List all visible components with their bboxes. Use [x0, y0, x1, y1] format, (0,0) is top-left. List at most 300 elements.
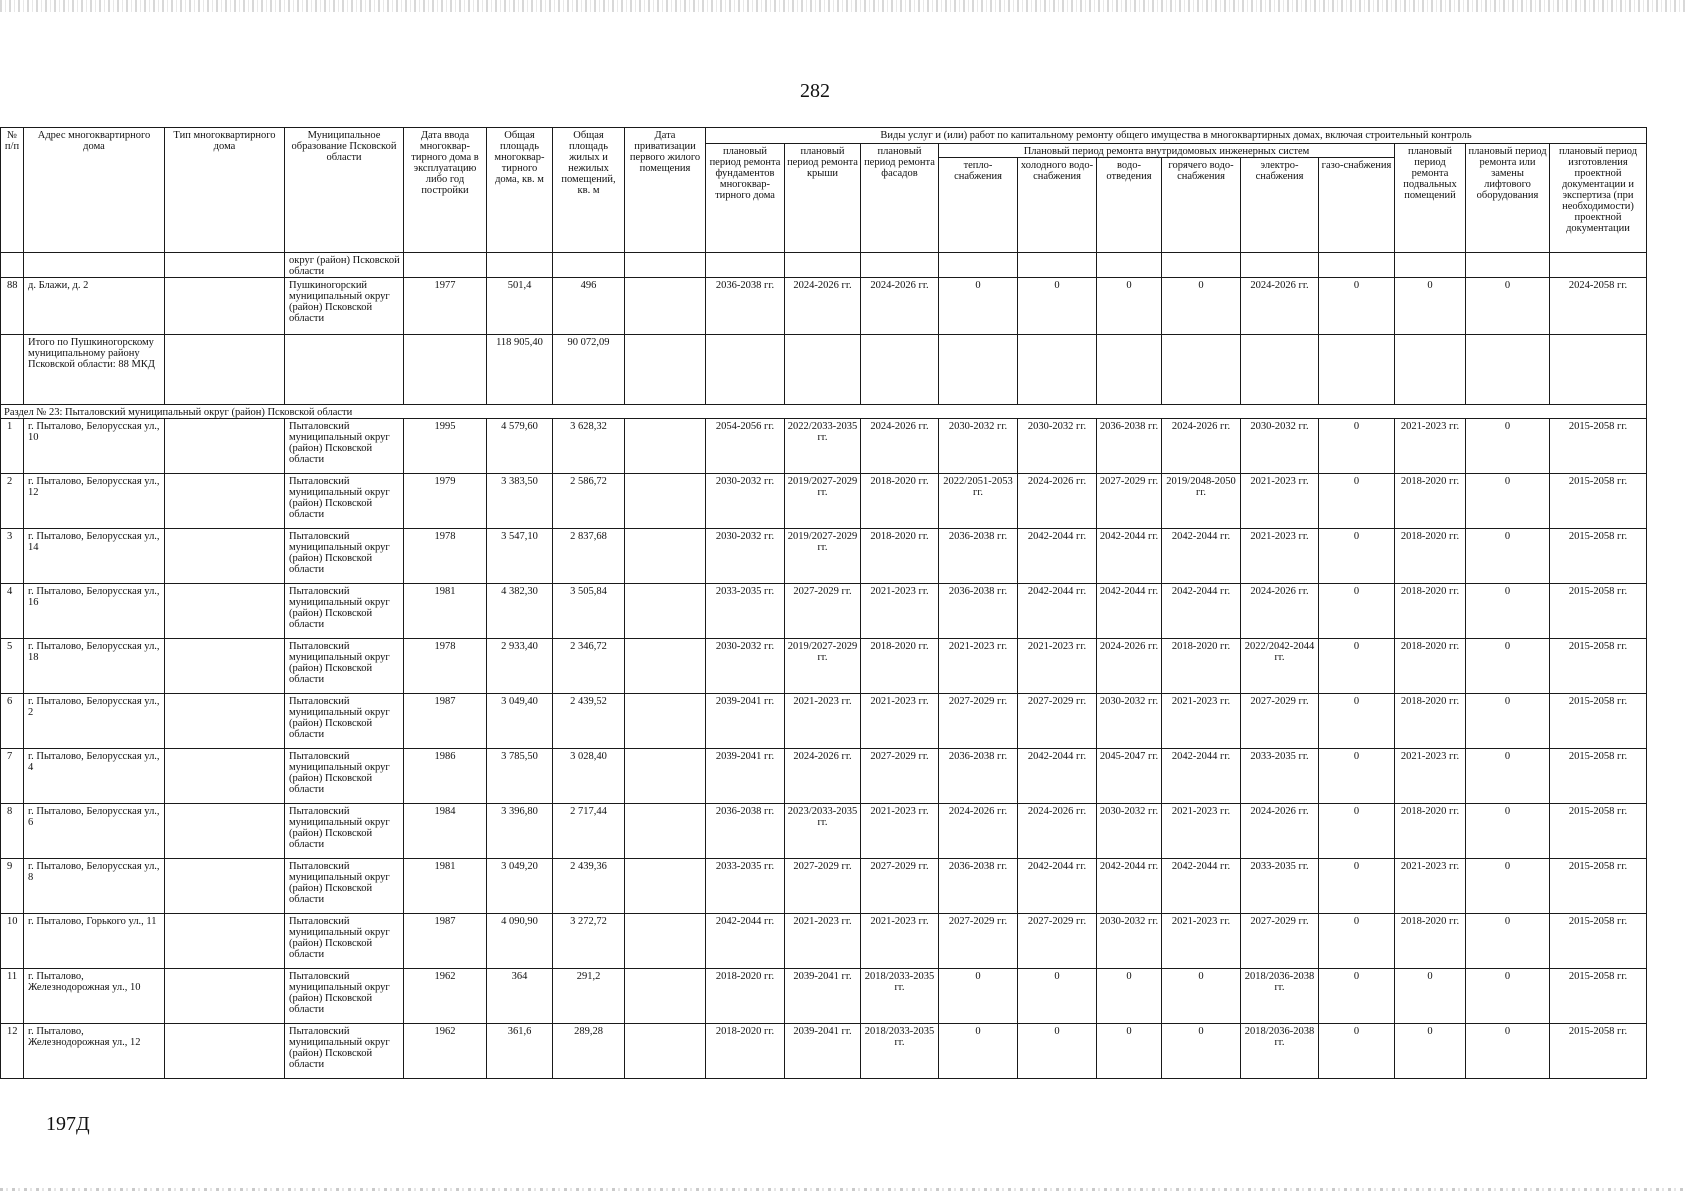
cell-elevator: 0	[1466, 419, 1550, 474]
cell-gas: 0	[1319, 914, 1395, 969]
page-number: 282	[800, 80, 830, 102]
cell-basement: 2018-2020 гг.	[1395, 804, 1466, 859]
cell-cold-water: 2042-2044 гг.	[1018, 749, 1097, 804]
cell-address: г. Пыталово, Горького ул., 11	[24, 914, 165, 969]
cell-roof: 2021-2023 гг.	[785, 914, 861, 969]
cell-foundation: 2039-2041 гг.	[706, 694, 785, 749]
cell-hot-water: 2042-2044 гг.	[1162, 529, 1241, 584]
cell-privatization	[625, 278, 706, 335]
table-row	[1, 419, 1647, 474]
header-facade: плановый период ремонта фасадов	[861, 144, 939, 253]
cell-type	[165, 969, 285, 1024]
cell-electric: 2033-2035 гг.	[1241, 859, 1319, 914]
cell-gas: 0	[1319, 694, 1395, 749]
cell-drainage: 2042-2044 гг.	[1097, 584, 1162, 639]
cell-type	[165, 804, 285, 859]
cell-foundation: 2018-2020 гг.	[706, 1024, 785, 1079]
cell-electric: 2018/2036-2038 гг.	[1241, 1024, 1319, 1079]
header-area-living: Общая площадь жилых и нежилых помещений, кв. м	[553, 128, 625, 253]
cell-area-total: 3 049,20	[487, 859, 553, 914]
cell-docs: 2015-2058 гг.	[1550, 419, 1647, 474]
cell-cold-water: 2024-2026 гг.	[1018, 474, 1097, 529]
total-area-total: 118 905,40	[487, 335, 553, 405]
cell-date: 1981	[404, 859, 487, 914]
cell-area-living: 291,2	[553, 969, 625, 1024]
cell-drainage: 2042-2044 гг.	[1097, 859, 1162, 914]
cell-area-living: 3 028,40	[553, 749, 625, 804]
cell-electric: 2027-2029 гг.	[1241, 694, 1319, 749]
cell-area-total: 364	[487, 969, 553, 1024]
cell-privatization	[625, 1024, 706, 1079]
cell-heat: 2036-2038 гг.	[939, 859, 1018, 914]
cell-gas: 0	[1319, 584, 1395, 639]
cell-foundation: 2030-2032 гг.	[706, 474, 785, 529]
cell-drainage: 2036-2038 гг.	[1097, 419, 1162, 474]
cell-docs: 2015-2058 гг.	[1550, 639, 1647, 694]
cell-facade: 2018-2020 гг.	[861, 474, 939, 529]
page-footer: 197Д	[46, 1113, 90, 1135]
cell-roof: 2027-2029 гг.	[785, 859, 861, 914]
cell-municipality: Пыталовский муниципальный округ (район) Псковской области	[285, 474, 404, 529]
cell-basement: 0	[1395, 1024, 1466, 1079]
cell-area-total: 3 049,40	[487, 694, 553, 749]
cell-num: 6	[1, 694, 24, 749]
cell-area-total: 4 579,60	[487, 419, 553, 474]
cell-municipality: Пыталовский муниципальный округ (район) Псковской области	[285, 584, 404, 639]
cell-hot-water: 2042-2044 гг.	[1162, 584, 1241, 639]
cell-address: г. Пыталово, Белорусская ул., 6	[24, 804, 165, 859]
data-rows	[1, 419, 1647, 1079]
cell-date: 1979	[404, 474, 487, 529]
cell-municipality: Пыталовский муниципальный округ (район) Псковской области	[285, 694, 404, 749]
cell-type	[165, 639, 285, 694]
table-row	[1, 694, 1647, 749]
cell-electric: 2033-2035 гг.	[1241, 749, 1319, 804]
total-area-living: 90 072,09	[553, 335, 625, 405]
cell-basement: 2018-2020 гг.	[1395, 694, 1466, 749]
cell-privatization	[625, 749, 706, 804]
cell-privatization	[625, 639, 706, 694]
cell-gas: 0	[1319, 859, 1395, 914]
cell-gas: 0	[1319, 419, 1395, 474]
cell-num: 7	[1, 749, 24, 804]
header-docs: плановый период изготовления проектной документации и экспертиза (при необходимости) проектной документации	[1550, 144, 1647, 253]
cell-cold-water: 2042-2044 гг.	[1018, 859, 1097, 914]
cell-docs: 2015-2058 гг.	[1550, 969, 1647, 1024]
cell-foundation: 2042-2044 гг.	[706, 914, 785, 969]
cell-drainage: 2030-2032 гг.	[1097, 804, 1162, 859]
header-systems-group: Плановый период ремонта внутридомовых инженерных систем	[939, 144, 1395, 158]
continued-row	[1, 253, 1647, 278]
cell-num: 5	[1, 639, 24, 694]
cell-hot-water: 2021-2023 гг.	[1162, 694, 1241, 749]
cell-docs: 2015-2058 гг.	[1550, 474, 1647, 529]
cell-roof: 2024-2026 гг.	[785, 278, 861, 335]
cell-facade: 2018/2033-2035 гг.	[861, 969, 939, 1024]
cell-area-living: 2 586,72	[553, 474, 625, 529]
cell-electric: 2018/2036-2038 гг.	[1241, 969, 1319, 1024]
cell-docs: 2015-2058 гг.	[1550, 1024, 1647, 1079]
cell-docs: 2015-2058 гг.	[1550, 749, 1647, 804]
cell-date: 1962	[404, 1024, 487, 1079]
header-type: Тип многоквартирного дома	[165, 128, 285, 253]
cell-elevator: 0	[1466, 474, 1550, 529]
cell-electric: 2021-2023 гг.	[1241, 474, 1319, 529]
cell-address: г. Пыталово, Белорусская ул., 12	[24, 474, 165, 529]
cell-heat: 2022/2051-2053 гг.	[939, 474, 1018, 529]
cell-area-total: 3 547,10	[487, 529, 553, 584]
cell-area-total: 2 933,40	[487, 639, 553, 694]
cell-privatization	[625, 914, 706, 969]
cell-electric: 2024-2026 гг.	[1241, 278, 1319, 335]
cell-heat: 2027-2029 гг.	[939, 694, 1018, 749]
cell-area-total: 3 396,80	[487, 804, 553, 859]
cell-privatization	[625, 584, 706, 639]
header-num: № п/п	[1, 128, 24, 253]
cell-gas: 0	[1319, 969, 1395, 1024]
cell-cold-water: 0	[1018, 969, 1097, 1024]
cell-heat: 0	[939, 1024, 1018, 1079]
cell-foundation: 2036-2038 гг.	[706, 804, 785, 859]
cell-docs: 2015-2058 гг.	[1550, 804, 1647, 859]
table-row	[1, 969, 1647, 1024]
cell-gas: 0	[1319, 278, 1395, 335]
cell-num: 11	[1, 969, 24, 1024]
header-row-1	[1, 128, 1647, 144]
cell-roof: 2027-2029 гг.	[785, 584, 861, 639]
cell-roof: 2021-2023 гг.	[785, 694, 861, 749]
cell-heat: 2036-2038 гг.	[939, 529, 1018, 584]
cell-gas: 0	[1319, 1024, 1395, 1079]
cell-roof: 2039-2041 гг.	[785, 1024, 861, 1079]
header-date: Дата ввода многоквар-тирного дома в эксплуатацию либо год постройки	[404, 128, 487, 253]
cell-municipality: округ (район) Псковской области	[285, 253, 404, 278]
cell-municipality: Пыталовский муниципальный округ (район) Псковской области	[285, 419, 404, 474]
cell-basement: 2018-2020 гг.	[1395, 914, 1466, 969]
cell-type	[165, 859, 285, 914]
cell-drainage: 0	[1097, 1024, 1162, 1079]
cell-drainage: 2030-2032 гг.	[1097, 914, 1162, 969]
cell-address: г. Пыталово, Железнодорожная ул., 10	[24, 969, 165, 1024]
cell-cold-water: 2024-2026 гг.	[1018, 804, 1097, 859]
cell-facade: 2021-2023 гг.	[861, 584, 939, 639]
cell-basement: 2018-2020 гг.	[1395, 584, 1466, 639]
cell-drainage: 2027-2029 гг.	[1097, 474, 1162, 529]
scan-edge-top	[0, 0, 1686, 12]
cell-docs: 2015-2058 гг.	[1550, 529, 1647, 584]
total-row	[1, 335, 1647, 405]
cell-type	[165, 529, 285, 584]
cell-elevator: 0	[1466, 639, 1550, 694]
cell-hot-water: 0	[1162, 969, 1241, 1024]
cell-area-total: 4 090,90	[487, 914, 553, 969]
cell-address: г. Пыталово, Белорусская ул., 2	[24, 694, 165, 749]
cell-foundation: 2039-2041 гг.	[706, 749, 785, 804]
cell-type	[165, 474, 285, 529]
header-electric: электро-снабжения	[1241, 158, 1319, 253]
cell-date: 1981	[404, 584, 487, 639]
cell-address: д. Блажи, д. 2	[24, 278, 165, 335]
cell-num: 10	[1, 914, 24, 969]
cell-heat: 2027-2029 гг.	[939, 914, 1018, 969]
cell-roof: 2023/2033-2035 гг.	[785, 804, 861, 859]
cell-privatization	[625, 859, 706, 914]
header-area-total: Общая площадь многоквар-тирного дома, кв. м	[487, 128, 553, 253]
cell-type	[165, 694, 285, 749]
cell-date: 1962	[404, 969, 487, 1024]
table-row	[1, 584, 1647, 639]
cell-municipality: Пыталовский муниципальный округ (район) Псковской области	[285, 859, 404, 914]
cell-privatization	[625, 969, 706, 1024]
cell-privatization	[625, 419, 706, 474]
cell-drainage: 0	[1097, 969, 1162, 1024]
cell-num: 2	[1, 474, 24, 529]
cell-drainage: 0	[1097, 278, 1162, 335]
cell-municipality: Пыталовский муниципальный округ (район) Псковской области	[285, 804, 404, 859]
cell-elevator: 0	[1466, 584, 1550, 639]
cell-address: г. Пыталово, Белорусская ул., 4	[24, 749, 165, 804]
cell-area-living: 2 717,44	[553, 804, 625, 859]
cell-heat: 0	[939, 278, 1018, 335]
cell-date: 1986	[404, 749, 487, 804]
cell-num: 4	[1, 584, 24, 639]
cell-cold-water: 0	[1018, 278, 1097, 335]
cell-address: г. Пыталово, Железнодорожная ул., 12	[24, 1024, 165, 1079]
header-privatization: Дата приватизации первого жилого помещения	[625, 128, 706, 253]
cell-electric: 2024-2026 гг.	[1241, 804, 1319, 859]
cell-foundation: 2033-2035 гг.	[706, 859, 785, 914]
table-row	[1, 749, 1647, 804]
cell-cold-water: 2027-2029 гг.	[1018, 694, 1097, 749]
cell-address: г. Пыталово, Белорусская ул., 14	[24, 529, 165, 584]
cell-hot-water: 2018-2020 гг.	[1162, 639, 1241, 694]
cell-type	[165, 1024, 285, 1079]
cell-basement: 2018-2020 гг.	[1395, 474, 1466, 529]
cell-drainage: 2045-2047 гг.	[1097, 749, 1162, 804]
cell-facade: 2021-2023 гг.	[861, 914, 939, 969]
cell-hot-water: 2021-2023 гг.	[1162, 914, 1241, 969]
cell-elevator: 0	[1466, 914, 1550, 969]
cell-privatization	[625, 804, 706, 859]
section-row	[1, 405, 1647, 419]
cell-area-total: 3 785,50	[487, 749, 553, 804]
cell-type	[165, 749, 285, 804]
cell-hot-water: 2024-2026 гг.	[1162, 419, 1241, 474]
header-heat: тепло-снабжения	[939, 158, 1018, 253]
cell-hot-water: 0	[1162, 278, 1241, 335]
cell-facade: 2024-2026 гг.	[861, 278, 939, 335]
cell-date: 1978	[404, 639, 487, 694]
table-row-88	[1, 278, 1647, 335]
cell-hot-water: 2019/2048-2050 гг.	[1162, 474, 1241, 529]
table-row	[1, 529, 1647, 584]
cell-hot-water: 2042-2044 гг.	[1162, 859, 1241, 914]
cell-area-total: 3 383,50	[487, 474, 553, 529]
cell-area-living: 3 505,84	[553, 584, 625, 639]
cell-hot-water: 0	[1162, 1024, 1241, 1079]
cell-municipality: Пушкиногорский муниципальный округ (район) Псковской области	[285, 278, 404, 335]
cell-docs: 2015-2058 гг.	[1550, 914, 1647, 969]
cell-elevator: 0	[1466, 529, 1550, 584]
cell-area-total: 4 382,30	[487, 584, 553, 639]
cell-electric: 2030-2032 гг.	[1241, 419, 1319, 474]
cell-municipality: Пыталовский муниципальный округ (район) Псковской области	[285, 1024, 404, 1079]
cell-address: г. Пыталово, Белорусская ул., 16	[24, 584, 165, 639]
cell-roof: 2039-2041 гг.	[785, 969, 861, 1024]
cell-type	[165, 914, 285, 969]
repair-program-table-wrap	[0, 127, 1646, 1079]
cell-drainage: 2024-2026 гг.	[1097, 639, 1162, 694]
cell-docs: 2015-2058 гг.	[1550, 694, 1647, 749]
cell-cold-water: 2030-2032 гг.	[1018, 419, 1097, 474]
cell-basement: 0	[1395, 969, 1466, 1024]
cell-roof: 2019/2027-2029 гг.	[785, 529, 861, 584]
cell-foundation: 2036-2038 гг.	[706, 278, 785, 335]
cell-cold-water: 2042-2044 гг.	[1018, 584, 1097, 639]
table-body	[1, 253, 1647, 419]
cell-heat: 2021-2023 гг.	[939, 639, 1018, 694]
cell-elevator: 0	[1466, 969, 1550, 1024]
table-row	[1, 474, 1647, 529]
cell-foundation: 2054-2056 гг.	[706, 419, 785, 474]
cell-docs: 2015-2058 гг.	[1550, 859, 1647, 914]
cell-area-living: 289,28	[553, 1024, 625, 1079]
header-basement: плановый период ремонта подвальных помещений	[1395, 144, 1466, 253]
cell-privatization	[625, 694, 706, 749]
cell-num: 8	[1, 804, 24, 859]
cell-municipality: Пыталовский муниципальный округ (район) Псковской области	[285, 529, 404, 584]
cell-date: 1978	[404, 529, 487, 584]
cell-docs: 2024-2058 гг.	[1550, 278, 1647, 335]
cell-gas: 0	[1319, 804, 1395, 859]
cell-roof: 2022/2033-2035 гг.	[785, 419, 861, 474]
cell-facade: 2018-2020 гг.	[861, 639, 939, 694]
cell-basement: 2021-2023 гг.	[1395, 419, 1466, 474]
cell-gas: 0	[1319, 749, 1395, 804]
cell-basement: 2018-2020 гг.	[1395, 639, 1466, 694]
cell-area-living: 3 628,32	[553, 419, 625, 474]
table-row	[1, 1024, 1647, 1079]
cell-area-living: 2 837,68	[553, 529, 625, 584]
table-row	[1, 804, 1647, 859]
cell-electric: 2022/2042-2044 гг.	[1241, 639, 1319, 694]
cell-facade: 2021-2023 гг.	[861, 694, 939, 749]
cell-elevator: 0	[1466, 859, 1550, 914]
cell-date: 1987	[404, 914, 487, 969]
cell-date: 1977	[404, 278, 487, 335]
cell-type	[165, 584, 285, 639]
cell-facade: 2027-2029 гг.	[861, 859, 939, 914]
cell-area-living: 2 346,72	[553, 639, 625, 694]
cell-hot-water: 2021-2023 гг.	[1162, 804, 1241, 859]
cell-address: г. Пыталово, Белорусская ул., 10	[24, 419, 165, 474]
cell-cold-water: 2027-2029 гг.	[1018, 914, 1097, 969]
cell-cold-water: 0	[1018, 1024, 1097, 1079]
cell-municipality: Пыталовский муниципальный округ (район) Псковской области	[285, 749, 404, 804]
cell-drainage: 2030-2032 гг.	[1097, 694, 1162, 749]
cell-electric: 2024-2026 гг.	[1241, 584, 1319, 639]
header-hot-water: горячего водо-снабжения	[1162, 158, 1241, 253]
cell-facade: 2024-2026 гг.	[861, 419, 939, 474]
table-row	[1, 639, 1647, 694]
cell-cold-water: 2021-2023 гг.	[1018, 639, 1097, 694]
header-drainage: водо-отведения	[1097, 158, 1162, 253]
cell-roof: 2019/2027-2029 гг.	[785, 639, 861, 694]
cell-elevator: 0	[1466, 278, 1550, 335]
cell-num: 88	[1, 278, 24, 335]
cell-foundation: 2018-2020 гг.	[706, 969, 785, 1024]
cell-facade: 2027-2029 гг.	[861, 749, 939, 804]
cell-heat: 0	[939, 969, 1018, 1024]
header-municipality: Муниципальное образование Псковской области	[285, 128, 404, 253]
header-roof: плановый период ремонта крыши	[785, 144, 861, 253]
cell-elevator: 0	[1466, 694, 1550, 749]
cell-basement: 2018-2020 гг.	[1395, 529, 1466, 584]
cell-num: 12	[1, 1024, 24, 1079]
cell-num: 9	[1, 859, 24, 914]
cell-facade: 2018/2033-2035 гг.	[861, 1024, 939, 1079]
cell-gas: 0	[1319, 474, 1395, 529]
cell-basement: 0	[1395, 278, 1466, 335]
cell-area-total: 501,4	[487, 278, 553, 335]
cell-municipality: Пыталовский муниципальный округ (район) Псковской области	[285, 969, 404, 1024]
cell-foundation: 2030-2032 гг.	[706, 529, 785, 584]
cell-privatization	[625, 474, 706, 529]
scan-edge-bottom	[0, 1188, 1686, 1191]
cell-area-living: 496	[553, 278, 625, 335]
cell-foundation: 2030-2032 гг.	[706, 639, 785, 694]
cell-area-living: 2 439,52	[553, 694, 625, 749]
cell-elevator: 0	[1466, 749, 1550, 804]
cell-gas: 0	[1319, 529, 1395, 584]
header-gas: газо-снабжения	[1319, 158, 1395, 253]
section-title: Раздел № 23: Пыталовский муниципальный округ (район) Псковской области	[1, 405, 1647, 419]
repair-program-table	[0, 127, 1647, 1079]
cell-elevator: 0	[1466, 1024, 1550, 1079]
cell-privatization	[625, 529, 706, 584]
cell-roof: 2019/2027-2029 гг.	[785, 474, 861, 529]
cell-electric: 2027-2029 гг.	[1241, 914, 1319, 969]
cell-heat: 2030-2032 гг.	[939, 419, 1018, 474]
cell-hot-water: 2042-2044 гг.	[1162, 749, 1241, 804]
header-foundation: плановый период ремонта фундаментов многоквар-тирного дома	[706, 144, 785, 253]
cell-roof: 2024-2026 гг.	[785, 749, 861, 804]
cell-address: г. Пыталово, Белорусская ул., 8	[24, 859, 165, 914]
cell-area-total: 361,6	[487, 1024, 553, 1079]
header-address: Адрес многоквартирного дома	[24, 128, 165, 253]
cell-cold-water: 2042-2044 гг.	[1018, 529, 1097, 584]
cell-basement: 2021-2023 гг.	[1395, 859, 1466, 914]
cell-date: 1995	[404, 419, 487, 474]
cell-drainage: 2042-2044 гг.	[1097, 529, 1162, 584]
cell-num: 3	[1, 529, 24, 584]
cell-address: г. Пыталово, Белорусская ул., 18	[24, 639, 165, 694]
table-row	[1, 914, 1647, 969]
cell-docs: 2015-2058 гг.	[1550, 584, 1647, 639]
total-label: Итого по Пушкиногорскому муниципальному району Псковской области: 88 МКД	[24, 335, 165, 405]
cell-area-living: 3 272,72	[553, 914, 625, 969]
cell-num: 1	[1, 419, 24, 474]
cell-heat: 2024-2026 гг.	[939, 804, 1018, 859]
header-elevator: плановый период ремонта или замены лифтового оборудования	[1466, 144, 1550, 253]
cell-basement: 2021-2023 гг.	[1395, 749, 1466, 804]
cell-electric: 2021-2023 гг.	[1241, 529, 1319, 584]
cell-municipality: Пыталовский муниципальный округ (район) Псковской области	[285, 914, 404, 969]
cell-foundation: 2033-2035 гг.	[706, 584, 785, 639]
cell-type	[165, 278, 285, 335]
cell-elevator: 0	[1466, 804, 1550, 859]
table-row	[1, 859, 1647, 914]
